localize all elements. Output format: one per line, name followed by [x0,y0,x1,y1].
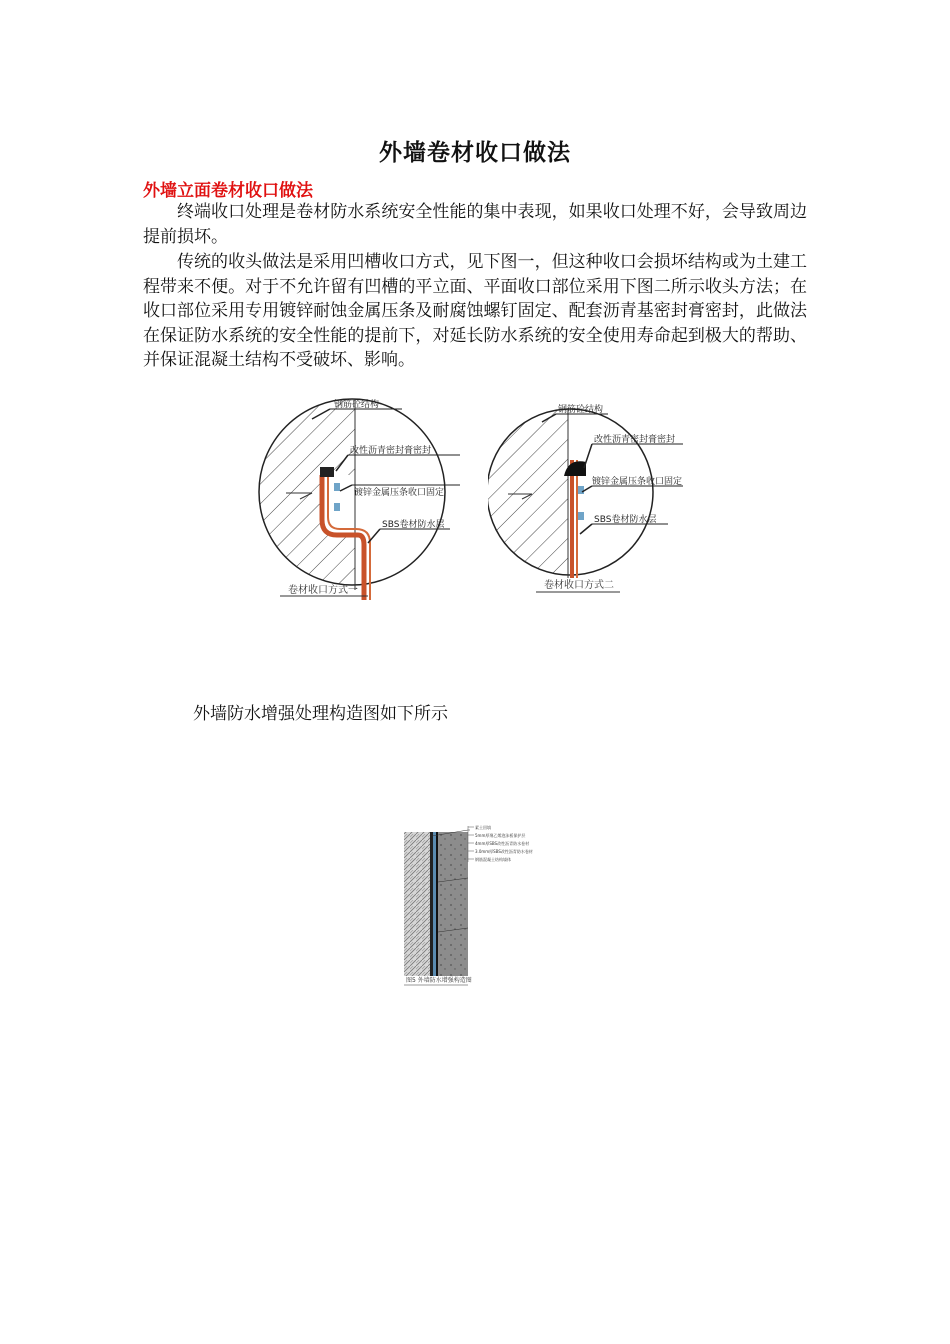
layer-label-1: 素土回填 [475,825,491,830]
caption-figure-2: 卷材收口方式二 [544,580,614,591]
label-metal-strip: 镀锌金属压条收口固定 [354,488,445,498]
paragraph-termination: 终端收口处理是卷材防水系统安全性能的集中表现，如果收口处理不好，会导致周边提前损坏。 [143,202,807,247]
reinforcement-intro: 外墙防水增强处理构造图如下所示 [193,704,448,724]
label-membrane: SBS卷材防水层 [382,520,445,530]
layer-label-3: 4mm厚SBS改性沥青防水卷材 [475,841,530,846]
reinforcement-figure [398,822,558,988]
label-concrete: 钢筋砼结构 [558,405,604,415]
caption-figure-3: 图5 外墙防水增强构造图 [406,977,472,984]
paragraph-traditional-method: 传统的收头做法是采用凹槽收口方式，见下图一，但这种收口会损坏结构或为土建工程带来不便。对于不允许留有凹槽的平立面、平面收口部位采用下图二所示收头方法；在收口部位采用专用镀锌耐蚀金属压条及耐腐蚀螺钉固定、配套沥青基密封膏密封，此做法在保证防水系统的安全性能的提前下，对延长防水系统的安全使用寿命起到极大的帮助、并保证混凝土结构不受破坏、影响。 [143,252,807,371]
layer-label-4: 3.0mm厚SBS改性沥青防水卷材 [475,849,533,854]
layer-label-5: 钢筋混凝土结构墙体 [475,857,511,862]
label-metal-strip: 镀锌金属压条收口固定 [592,477,683,487]
label-sealant: 改性沥青密封膏密封 [350,446,432,456]
caption-figure-1: 卷材收口方式一 [288,585,358,596]
detail-figure-1 [250,395,460,600]
label-concrete: 钢筋砼结构 [334,400,380,410]
section-heading: 外墙立面卷材收口做法 [143,181,313,201]
detail-figure-2 [488,400,688,600]
document-title: 外墙卷材收口做法 [379,139,571,166]
label-sealant: 改性沥青密封膏密封 [594,435,676,445]
layer-label-2: 5mm厚聚乙烯泡沫板保护层 [475,833,526,838]
label-membrane: SBS卷材防水层 [594,515,657,525]
